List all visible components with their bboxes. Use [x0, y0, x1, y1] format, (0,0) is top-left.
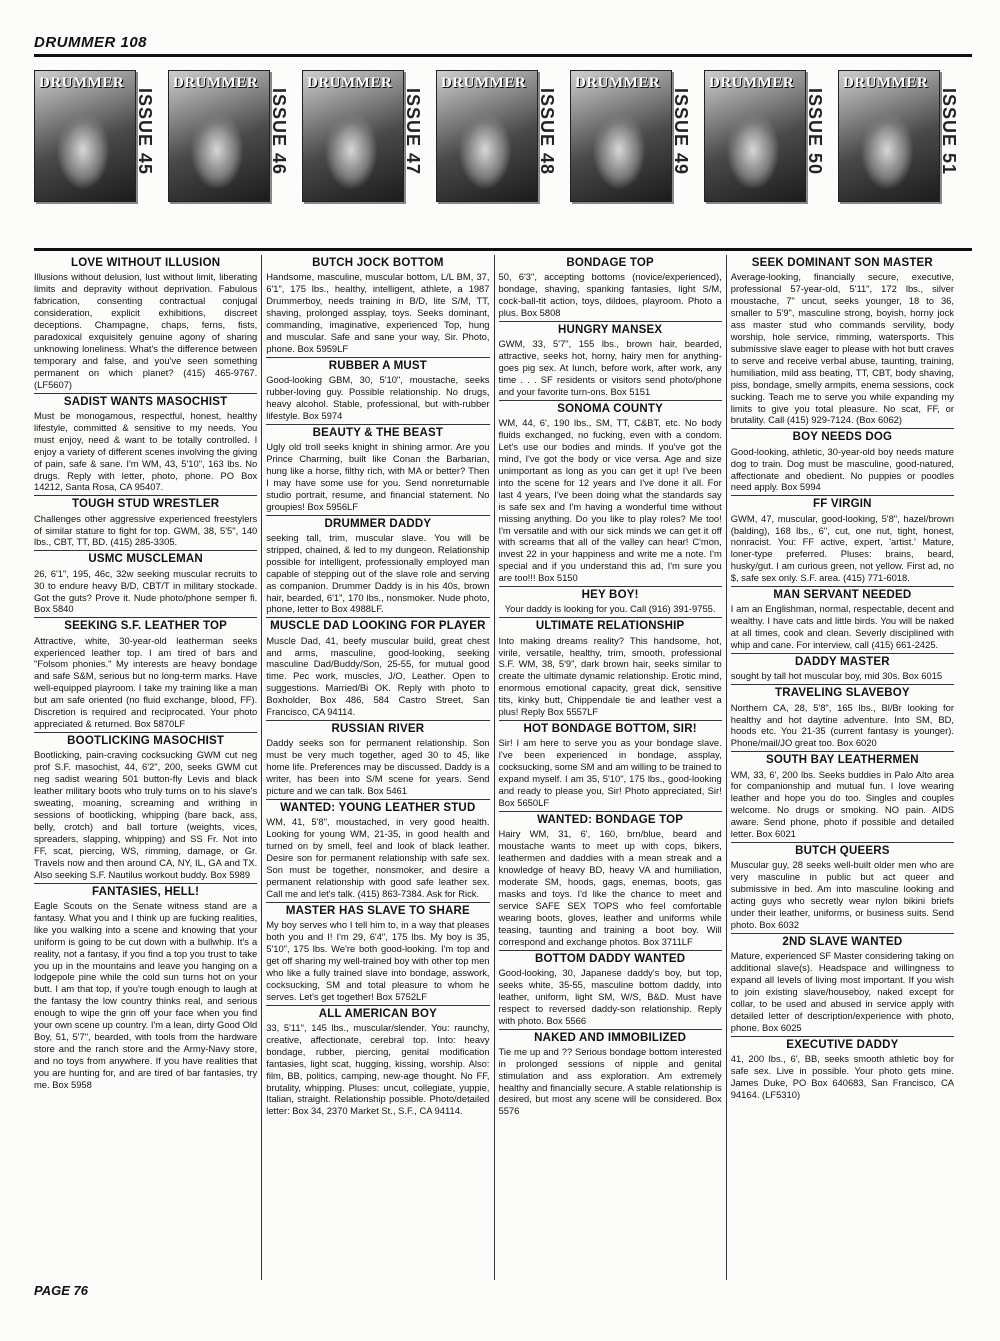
ad-body-text: Handsome, masculine, muscular bottom, L/L BM, 37, 6'1", 175 lbs., healthy, intelligent, athlete, a 1987 Drummerboy, needs training in B/D, lite S/M, TT, shaving, prolonged assplay, toys. Seeks dominant, commanding, imaginative, experienced Top, hung and muscular. Safe and sane your way, Sir. Photo, phone. Box 5959LF — [266, 271, 490, 354]
ad-body-text: Muscular guy, 28 seeks well-built older men who are very masculine in public but act queer and submissive in bed. Am into masculine looking and acting guys who secretly wear nylon bikini briefs under their leather, uniforms, or business suits. Send photo. Box 6032 — [730, 859, 954, 931]
back-issue-cover — [838, 70, 972, 240]
ad-body-text: GWM, 47, muscular, good-looking, 5'8", hazel/brown (balding), 168 lbs., 6", cut, one nut, tight, honest, nonracist. You: FF active, expert, 'artist.' Mature, loner-type preferred. Pluses: brains, beard, husky/gut. I am curious green, not yellow. First ad, no $, safe sex only. S.F. area. (415) 771-6018. — [730, 512, 954, 584]
ad-headline: HOT BONDAGE BOTTOM, SIR! — [499, 720, 722, 736]
issue-label: ISSUE 49 — [671, 88, 691, 176]
ad-headline: LOVE WITHOUT ILLUSION — [71, 257, 221, 269]
cover-image — [436, 70, 538, 202]
classified-ad — [266, 515, 489, 616]
cover-logo: DRUMMER — [709, 75, 795, 91]
classified-ad — [499, 720, 722, 809]
cover-figure-icon — [459, 111, 511, 189]
cover-image — [570, 70, 672, 202]
ad-body-text: WM, 41, 5'8", moustached, in very good health. Looking for young WM, 21-35, in good health and turned on by smell, feel and look of black leather. Desire son for permanent relationship with safe sex. Son must be together, nonsmoker, and desire a permanent relationship with good safe leather sex. Call me and let's talk. (415) 863-7384. Ask for Rick. — [266, 816, 490, 899]
classified-ad — [499, 1029, 722, 1118]
back-issue-cover — [302, 70, 438, 240]
ad-headline: BOTTOM DADDY WANTED — [499, 950, 722, 966]
classified-ad — [266, 357, 489, 422]
cover-logo: DRUMMER — [39, 75, 125, 91]
ad-headline: ALL AMERICAN BOY — [266, 1005, 489, 1021]
cover-figure-icon — [191, 111, 243, 189]
classified-ad — [731, 653, 954, 682]
ad-body-text: Hairy WM, 31, 6', 160, brn/blue, beard and moustache wants to meet up with cops, bikers, leathermen and daddies with a mean streak and a knowledge of heavy BD, heavy VA and humiliation, moderate SM, hoods, gags, enemas, boots, gas masks and toys. I'd like the chance to meet and service SAFE SEX TOPS who feel comfortable wearing boots, gloves, leather and uniforms while teasing, taunting and training a boot boy. Will correspond and exchange photos. Box 3711LF — [498, 828, 722, 947]
ad-body-text: My boy serves who I tell him to, in a way that pleases both you and I! I'm 29, 6'4", 175 lbs. My boy is 35, 5'10", 175 lbs. We're both good-looking. I'm top and get off sharing my well-trained boy with other top men who like a fully trained slave into bondage, asswork, cocksucking, SM and total pleasure to whom he serves. Let's get together! Box 5752LF — [266, 919, 490, 1002]
classified-column — [494, 255, 722, 1280]
classified-ad — [731, 684, 954, 749]
classified-ad — [34, 495, 257, 548]
classified-ad — [731, 842, 954, 931]
ad-body-text: WM, 33, 6', 200 lbs. Seeks buddies in Palo Alto area for companionship and mutual fun. I love wearing leather and hope you do too. Singles and couples welcome. No drugs or smoking. NO pain. AIDS aware. Send phone, photo if possible and detailed letter. Box 6021 — [730, 768, 954, 840]
issue-label: ISSUE 47 — [403, 88, 423, 176]
ad-body-text: Good-looking, athletic, 30-year-old boy needs mature dog to train. Dog must be masculine, good-natured, affectionate and obedient. No puppies or poodles need apply. Box 5994 — [730, 445, 954, 493]
ad-headline: SEEK DOMINANT SON MASTER — [751, 257, 933, 269]
ad-headline: EXECUTIVE DADDY — [731, 1036, 954, 1052]
cover-figure-icon — [593, 111, 645, 189]
ad-body-text: Eagle Scouts on the Senate witness stand are a fantasy. What you and I think up are fucking realities, like you walking into a scene and knowing that your uniform is going to be cut down with a bullwhip. It's a reality, not a fantasy, if you find a top you trust to take you up in the mountains and leave you hanging on a lodgepole pine while the cold sun turns hot on your butt. I am that top, if you're tough enough to laugh at the fantasy the low country thinks real, and serious enough to wipe the grin off your face when you find your own scene up country. I'm a lean, dirty Good Old Boy, 51, 5'7", bearded, with tools from the hardware store and the ranch store and the Army-Navy store, and no toys from anywhere. If you have realities that you are hunting for, and are tired of bar fantasies, try me. Box 5958 — [34, 899, 258, 1090]
page-number: PAGE 76 — [34, 1283, 88, 1298]
classified-ad — [731, 586, 954, 651]
classified-ad — [731, 428, 954, 493]
classified-ad — [34, 732, 257, 881]
ad-body-text: Average-looking, financially secure, executive, professional 57-year-old, 5'11", 172 lbs., silver moustache, 7" uncut, seeks younger, 18 to 36, smaller to 5'9", masculine strong, boyish, horny jock ass master stud who commands servility, body worship, hole service, rimming, watersports. This submissive slave eager to please with hot butt craves to serve and receive verbal abuse, taunting, training, humiliation, mild ass beating, TT, CBT, body shaving, piss, bondage, smelly armpits, enema sessions, cock sucking. Teach me to serve you while expanding my limits to give you total pleasure. No scat, FF, or brutality. Call (415) 929-7124. (Box 6062) — [730, 271, 954, 426]
ad-headline: FANTASIES, HELL! — [34, 883, 257, 899]
ad-headline: WANTED: YOUNG LEATHER STUD — [266, 799, 489, 815]
ad-headline: ULTIMATE RELATIONSHIP — [499, 617, 722, 633]
ad-headline: DADDY MASTER — [731, 653, 954, 669]
ad-headline: MUSCLE DAD LOOKING FOR PLAYER — [266, 617, 489, 633]
magazine-header: DRUMMER 108 — [34, 34, 148, 51]
ad-body-text: Daddy seeks son for permanent relationship. Son must be very much together, aged 30 to 45, like home life. Preferences may be discussed. Daddy is a writer, has been into S/M scene for years. Send picture and we can talk. Box 5461 — [266, 737, 490, 797]
classified-columns — [34, 255, 954, 1280]
ad-headline: 2ND SLAVE WANTED — [731, 933, 954, 949]
ad-headline: SEEKING S.F. LEATHER TOP — [34, 617, 257, 633]
ad-body-text: Mature, experienced SF Master considering taking on additional slave(s). Headspace and willingness to expand all levels of living most important. If you wish to join existing slave/houseboy, naked except for collar, to be used and abused in service apply with detailed letter of description/experience with photo, phone. Box 6025 — [730, 950, 954, 1033]
classified-ad — [266, 257, 489, 355]
back-issue-cover — [34, 70, 170, 240]
ad-headline: BUTCH QUEERS — [731, 842, 954, 858]
ad-headline: BUTCH JOCK BOTTOM — [312, 257, 444, 269]
ad-headline: BONDAGE TOP — [566, 257, 654, 269]
ad-headline: BOY NEEDS DOG — [731, 428, 954, 444]
cover-image — [704, 70, 806, 202]
back-issue-cover — [168, 70, 304, 240]
ad-body-text: Good-looking, 30, Japanese daddy's boy, but top, seeks white, 35-55, masculine bottom daddy, into leather, uniform, light SM, W/S, B&D. Must have respect to reversed daddy-son relationship. Reply with photo. Box 5566 — [498, 966, 722, 1026]
ad-headline: MAN SERVANT NEEDED — [731, 586, 954, 602]
classified-ad — [499, 400, 722, 584]
ad-headline: RUBBER A MUST — [266, 357, 489, 373]
ad-headline: SOUTH BAY LEATHERMEN — [731, 751, 954, 767]
classified-ad — [266, 617, 489, 718]
ad-headline: BOOTLICKING MASOCHIST — [34, 732, 257, 748]
ad-headline: RUSSIAN RIVER — [266, 720, 489, 736]
classified-column — [726, 255, 954, 1280]
ad-headline: HEY BOY! — [499, 586, 722, 602]
ad-body-text: I am an Englishman, normal, respectable, decent and wealthy. I have cats and little birds. You will be naked at all times, cook and clean. Severly disciplined with whip and cane. For interview, call (415) 661-2425. — [730, 603, 954, 651]
ad-body-text: Muscle Dad, 41, beefy muscular build, great chest and arms, masculine, good-looking, seeking masculine Dad/Buddy/Son, 25-55, for mutual good time. Pec work, muscles, J/O, Leather. Open to suggestions. Married/Bi OK. Reply with photo to Boxholder, Box 486, 584 Castro Street, San Francisco, CA 94114. — [266, 634, 490, 718]
header-rule — [34, 54, 972, 57]
classified-ad — [731, 933, 954, 1034]
classified-ad — [266, 1005, 489, 1118]
back-issues-banner — [34, 60, 972, 251]
classified-ad — [266, 424, 489, 513]
classified-ad — [731, 1036, 954, 1101]
ad-body-text: seeking tall, trim, muscular slave. You will be stripped, chained, & led to my dungeon. Relationship possible for intelligent, professionally employed man capable of stepping out of the slave role and serving as companion. Drummer Daddy is in his 40s, brown hair, bearded, 6'1", 170 lbs., nonsmoker. Nude photo, phone, letter to Box 4988LF. — [266, 531, 490, 615]
classified-ad — [266, 799, 489, 900]
ad-body-text: Northern CA, 28, 5'8", 165 lbs., Bl/Br looking for healthy and hot daytine adventure. Into SM, BD, hoods etc. You 21-35 (current fantasy is younger). Phone/mail/JO great too. Box 6020 — [730, 701, 954, 749]
ad-headline: BEAUTY & THE BEAST — [266, 424, 489, 440]
issue-label: ISSUE 46 — [269, 88, 289, 176]
classified-ad — [499, 257, 722, 319]
ad-body-text: Ugly old troll seeks knight in shining armor. Are you Prince Charming, built like Conan the Barbarian, hung like a horse, filthy rich, with MA or better? Then I may have some use for you. Send nonreturnable studio portrait, resume, and financial statement. No groupies! Box 5956LF — [266, 440, 490, 512]
ad-body-text: Your daddy is looking for you. Call (916) 391-9755. — [504, 603, 716, 615]
classified-ad — [731, 751, 954, 840]
classified-ad — [731, 257, 954, 426]
ad-headline: DRUMMER DADDY — [266, 515, 489, 531]
cover-figure-icon — [325, 111, 377, 189]
back-issue-cover — [570, 70, 706, 240]
classified-ad — [266, 720, 489, 797]
ad-body-text: Tie me up and ?? Serious bondage bottom interested in prolonged sessions of nipple and genital stimulation and ass exploration. Am extremely healthy and financially secure. A stable relationship is desired, but most any scene will be considered. Box 5576 — [498, 1045, 722, 1117]
ad-headline: WANTED: BONDAGE TOP — [499, 811, 722, 827]
cover-figure-icon — [861, 111, 913, 189]
cover-logo: DRUMMER — [307, 75, 393, 91]
issue-label: ISSUE 48 — [537, 88, 557, 176]
issue-label: ISSUE 51 — [939, 88, 959, 176]
cover-figure-icon — [727, 111, 779, 189]
classified-ad — [499, 811, 722, 948]
classified-ad — [266, 902, 489, 1003]
ad-body-text: Attractive, white, 30-year-old leatherman seeks experienced leather top. I am tired of bars and "Folsom phonies." My interests are heavy bondage and safe S&M, serious but no long-term marks. Have well-equipped playroom. I take my training like a man but am safe oriented (no fluid exchange, blood, FF). Discretion is required and reciprocated. Your photo appreciated & returned. Box 5870LF — [34, 634, 258, 730]
ad-headline: USMC MUSCLEMAN — [34, 550, 257, 566]
ad-headline: HUNGRY MANSEX — [499, 321, 722, 337]
ad-body-text: Bootlicking, pain-craving cocksucking GWM cut neg prof S.F. masochist, 44, 6'2", 200, seeks GWM cut neg sadist wearing 501 button-fly Levis and black leather military boots who truly turns on to his slave's sweating, moaning, screaming and writhing in sessions of bootlicking, whipping (bare back, ass, belly, crotch) and ball torture (weights, vices, spreaders, slapping, whipping) and SS Fr. Not into FF, scat, piercing, WS, rimming, damage, or Gr. Travels now and then around CA, NY, IL, GA and TX. Also seeking S.F. Nautilus workout buddy. Box 5989 — [34, 749, 258, 880]
ad-headline: MASTER HAS SLAVE TO SHARE — [266, 902, 489, 918]
ad-body-text: Illusions without delusion, lust without limit, liberating limits and depravity without deprivation. Fabulous fabrication, consenting contractual conjugal consideration, explicit exhibitions, discreet deceptions. Champagne, chaps, ferns, fists, paradoxical exquisitely genuine agony of sharing unknowing loneliness. What's the difference between temporary and false, and you've seen something permanent on which planet? (415) 465-9767. (LF5607) — [34, 271, 258, 390]
issue-label: ISSUE 50 — [805, 88, 825, 176]
cover-logo: DRUMMER — [575, 75, 661, 91]
back-issue-cover — [704, 70, 840, 240]
ad-body-text: Sir! I am here to serve you as your bondage slave. I've been experienced in bondage, assplay, cocksucking, some SM and am willing to be trained to expand myself. I am 35, 5'10", 175 lbs., good-looking and ready to please you, Sir! Photo appreciated, Sir! Box 5650LF — [498, 737, 722, 809]
classified-ad — [34, 550, 257, 615]
issue-label: ISSUE 45 — [135, 88, 155, 176]
ad-body-text: 33, 5'11", 145 lbs., muscular/slender. You: raunchy, creative, affectionate, cerebral top. Into: heavy bondage, rubber, piercing, genital modification fantasies, light scat, hugging, kissing, worship. Also: film, BB, politics, camping, new-age thought. No FF, brutality, whipping. Pluses: uncut, collegiate, yuppie, Italian, straight. Relationship possible. Photo/detailed letter: Box 34, 2370 Market St., S.F., CA 94114. — [266, 1021, 490, 1117]
classified-column — [34, 255, 257, 1280]
classified-ad — [34, 617, 257, 730]
cover-image — [838, 70, 940, 202]
ad-body-text: 50, 6'3", accepting bottoms (novice/experienced), bondage, shaving, spanking fantasies, light S/M, cock-ball-tit action, toys, dildoes, playroom. Photo a plus. Box 5808 — [498, 271, 722, 319]
cover-image — [34, 70, 136, 202]
classified-ad — [34, 257, 257, 391]
ad-body-text: Challenges other aggressive experienced freestylers of similar stature to fight for top. GWM, 38, 5'5", 140 lbs., CBT, TT, BD. (415) 285-3305. — [34, 512, 258, 548]
cover-logo: DRUMMER — [843, 75, 929, 91]
ad-body-text: 26, 6'1", 195, 46c, 32w seeking muscular recruits to 30 to endure heavy B/D, CBT/T in military stockade. Got the guts? Prove it. Nude photo/phone semper fi. Box 5840 — [34, 567, 258, 615]
ad-headline: TOUGH STUD WRESTLER — [34, 495, 257, 511]
cover-image — [302, 70, 404, 202]
classified-ad — [499, 586, 722, 615]
classified-ad — [499, 617, 722, 718]
ad-headline: TRAVELING SLAVEBOY — [731, 684, 954, 700]
ad-body-text: 41, 200 lbs., 6', BB, seeks smooth athletic boy for safe sex. Live in possible. Your photo gets mine. James Duke, PO Box 640683, San Francisco, CA 94164. (LF5310) — [730, 1053, 954, 1100]
ad-body-text: sought by tall hot muscular boy, mid 30s. Box 6015 — [730, 670, 943, 682]
ad-headline: NAKED AND IMMOBILIZED — [499, 1029, 722, 1045]
ad-headline: SADIST WANTS MASOCHIST — [34, 393, 257, 409]
ad-body-text: Must be monogamous, respectful, honest, healthy lifestyle, committed & sensitive to my needs. You must enjoy, need & want to be totally controlled. I enjoy a variety of different scenes involving the giving of pain, safe & sane. I'm WM, 43, 5'10", 163 lbs. No drugs. Reply with letter, photo, phone. PO Box 14212, Santa Rosa, CA 95407. — [34, 409, 258, 493]
classified-ad — [34, 393, 257, 494]
cover-logo: DRUMMER — [441, 75, 527, 91]
classified-ad — [499, 950, 722, 1027]
ad-body-text: WM, 44, 6', 190 lbs., SM, TT, C&BT, etc. No body fluids exchanged, no fucking, even with a condom. Let's use our bodies and minds. If you've got the mind, I've got the body or vice versa. Age and size unimportant as long as you can get it up! I've been into the scene for 12 years and I've done it all. For last 4 years, I've been doing what the standards say is safe sex and I'm having a wonderful time without missing anything. Do you like to play roles? Me too! I'm versatile and with our sick minds we can get it off with screams that all of the valley can hear! C'mon, invest 22 in your happiness and write me a note. I'm special and if you understand this ad, I'm sure you are too!!! Box 5150 — [498, 417, 722, 584]
classified-ad — [731, 495, 954, 584]
cover-image — [168, 70, 270, 202]
classified-column — [261, 255, 489, 1280]
back-issue-cover — [436, 70, 572, 240]
ad-headline: FF VIRGIN — [731, 495, 954, 511]
ad-body-text: Good-looking GBM, 30, 5'10", moustache, seeks rubber-loving guy. Possible relationship. No drugs, heavy alcohol. Stable, professional, but with-rubber lifestyle. Box 5974 — [266, 374, 490, 421]
ad-body-text: GWM, 33, 5'7", 155 lbs., brown hair, bearded, attractive, seeks hot, horny, hairy men for anything-goes pig sex. At lunch, before work, after work, any time . . . SF residents or visitors send photo/phone and your favorite turn-ons. Box 5151 — [498, 338, 722, 397]
ad-headline: SONOMA COUNTY — [499, 400, 722, 416]
cover-logo: DRUMMER — [173, 75, 259, 91]
cover-figure-icon — [57, 111, 109, 189]
classified-ad — [34, 883, 257, 1091]
ad-body-text: Into making dreams reality? This handsome, hot, virile, versatile, healthy, trim, smooth, professional S.F. WM, 38, 5'9", dark brown hair, seeks similar to create the ultimate dynamic relationship. Erotic mind, enormous emotional capacity, great dick, sensitive tits, kinky butt, Chippendale tie and leather vest a plus! Reply Box 5557LF — [498, 634, 722, 718]
classified-ad — [499, 321, 722, 398]
